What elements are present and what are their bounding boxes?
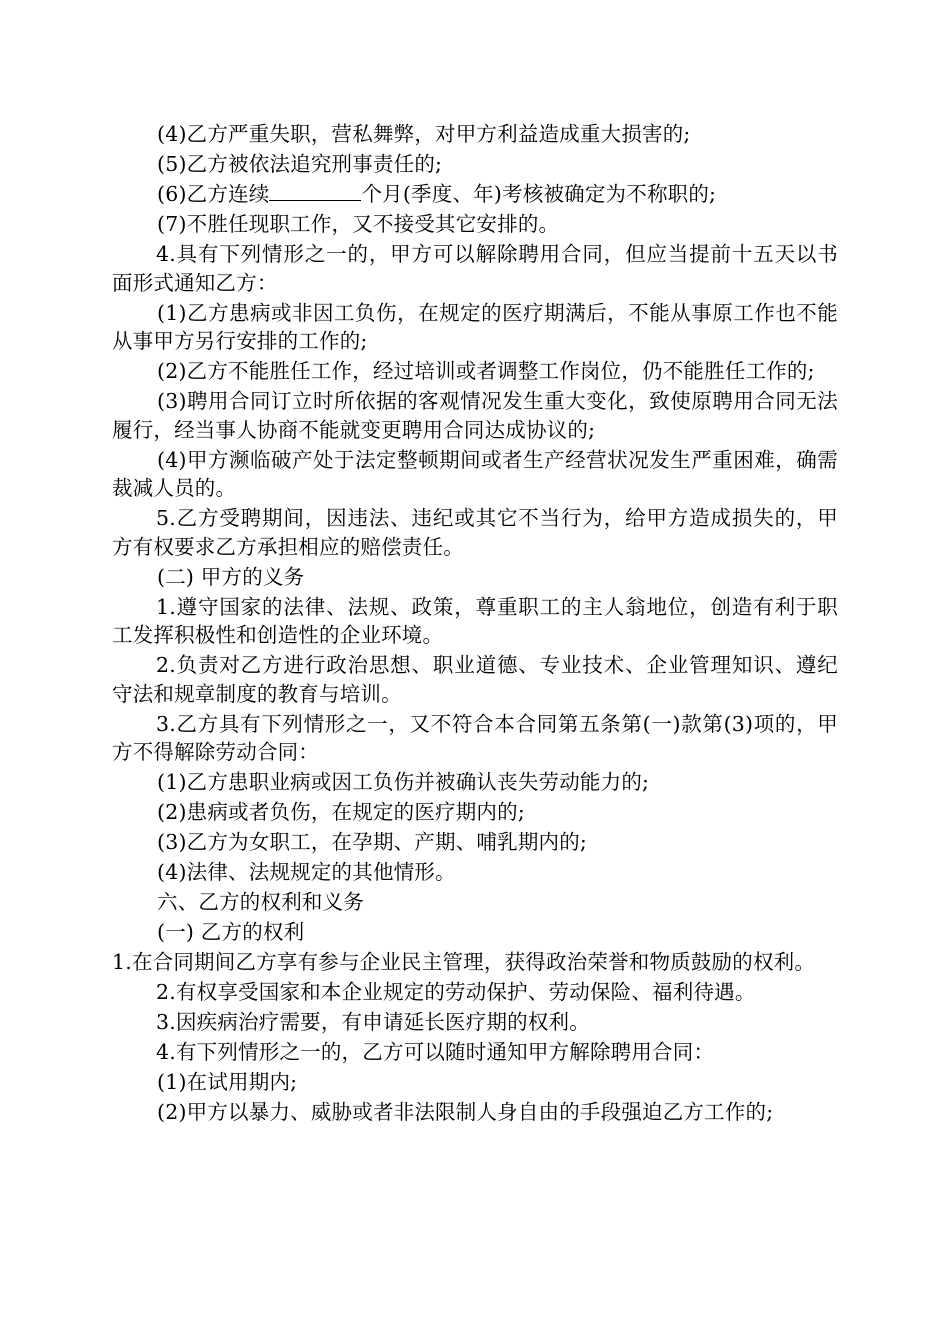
- clause-3-female-employee: (3)乙方为女职工，在孕期、产期、哺乳期内的;: [157, 830, 588, 854]
- obligation-1-comply-with-law: 1.遵守国家的法律、法规、政策，尊重职工的主人翁地位，创造有利于职工发挥积极性和创造性的企业环境。: [112, 594, 838, 647]
- clause-2-forced-labor: (2)甲方以暴力、威胁或者非法限制人身自由的手段强迫乙方工作的;: [157, 1100, 774, 1124]
- section-heading-party-b-rights-obligations: 六、乙方的权利和义务: [157, 890, 364, 914]
- clause-1-occupational-disease: (1)乙方患职业病或因工负伤并被确认丧失劳动能力的;: [157, 770, 650, 794]
- clause-7-incompetent: (7)不胜任现职工作，又不接受其它安排的。: [157, 212, 560, 236]
- right-2-labor-protection: 2.有权享受国家和本企业规定的劳动保护、劳动保险、福利待遇。: [156, 980, 756, 1004]
- clause-6-text-after: 个月(季度、年)考核被确定为不称职的;: [361, 182, 717, 206]
- article-4-termination-with-notice: 4.具有下列情形之一的，甲方可以解除聘用合同，但应当提前十五天以书面形式通知乙方：: [112, 242, 838, 295]
- clause-1-illness-injury: (1)乙方患病或非因工负伤，在规定的医疗期满后，不能从事原工作也不能从事甲方另行安排的工作的;: [112, 300, 838, 353]
- clause-6-consecutive-assessment: [112, 180, 838, 209]
- right-4-terminate-anytime: 4.有下列情形之一的，乙方可以随时通知甲方解除聘用合同：: [156, 1040, 715, 1064]
- right-1-democratic-management: 1.在合同期间乙方享有参与企业民主管理，获得政治荣誉和物质鼓励的权利。: [112, 950, 816, 974]
- obligation-3-no-termination: 3.乙方具有下列情形之一，又不符合本合同第五条第(一)款第(3)项的，甲方不得解除劳动合同：: [112, 711, 838, 764]
- clause-4-bankruptcy: (4)甲方濒临破产处于法定整顿期间或者生产经营状况发生严重困难，确需裁减人员的。: [112, 447, 838, 500]
- subsection-heading-party-b-rights: (一) 乙方的权利: [157, 920, 305, 944]
- contract-text-body: [112, 120, 838, 1128]
- clause-2-medical-period: (2)患病或者负伤，在规定的医疗期内的;: [157, 800, 525, 824]
- section-heading-party-a-obligations: (二) 甲方的义务: [157, 564, 305, 589]
- clause-4-serious-misconduct: (4)乙方严重失职，营私舞弊，对甲方利益造成重大损害的;: [157, 122, 691, 146]
- clause-5-criminal-liability: (5)乙方被依法追究刑事责任的;: [157, 152, 443, 176]
- clause-2-unable-to-perform: (2)乙方不能胜任工作，经过培训或者调整工作岗位，仍不能胜任工作的;: [157, 359, 815, 383]
- clause-6-text-before: (6)乙方连续: [157, 182, 270, 206]
- article-5-compensation: 5.乙方受聘期间，因违法、违纪或其它不当行为，给甲方造成损失的，甲方有权要求乙方承担相应的赔偿责任。: [112, 506, 838, 559]
- clause-4-other-circumstances: (4)法律、法规规定的其他情形。: [157, 860, 456, 884]
- fill-in-blank: [269, 182, 361, 201]
- obligation-2-training: 2.负责对乙方进行政治思想、职业道德、专业技术、企业管理知识、遵纪守法和规章制度的教育与培训。: [112, 653, 838, 706]
- clause-1-probation: (1)在试用期内;: [157, 1070, 298, 1094]
- right-3-medical-extension: 3.因疾病治疗需要，有申请延长医疗期的权利。: [156, 1010, 590, 1034]
- clause-3-objective-change: (3)聘用合同订立时所依据的客观情况发生重大变化，致使原聘用合同无法履行，经当事人协商不能就变更聘用合同达成协议的;: [112, 389, 838, 442]
